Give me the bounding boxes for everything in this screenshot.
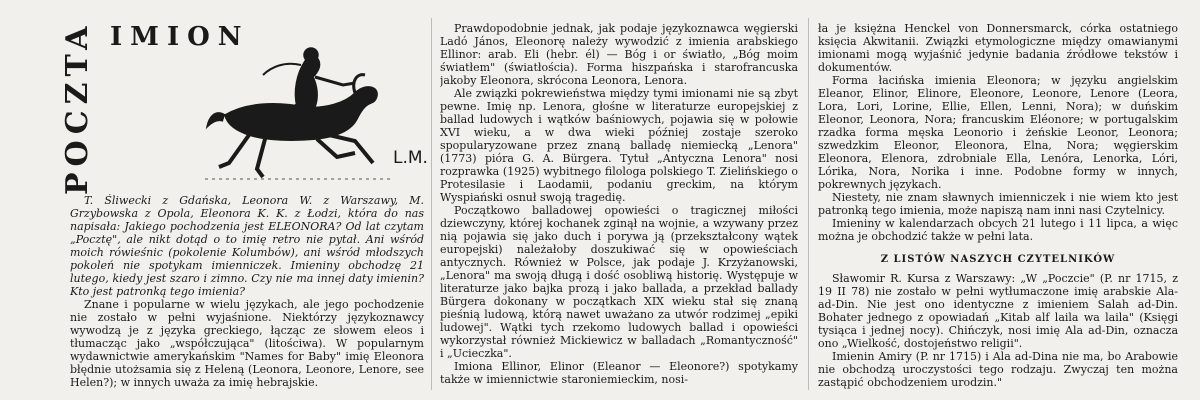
article-column-1 [70, 194, 424, 398]
column-title-horizontal: IMION [110, 22, 250, 52]
reader-question-paragraph: T. Śliwecki z Gdańska, Leonora W. z Warszawy, M. Grzybowska z Opola, Eleonora K. K. z Łodzi, która do nas napisała: Jakiego pochodzenia jest ELEONORA? Od lat czytam „Pocztę", ale nikt dotąd o to imię retro nie pytał. Ani wśród moich rówieśnic (pokolenie Kolumbów), ani wśród młodszych pokoleń nie spotykam imienniczek. Imieniny obchodzę 21 lutego, kiedy jest szaro i zimno. Czy nie ma innej daty imienin? Kto jest patronką tego imienia? [70, 194, 424, 298]
section-heading: Z LISTÓW NASZYCH CZYTELNIKÓW [880, 254, 1116, 265]
article-paragraph: Forma łacińska imienia Eleonora; w języku angielskim Eleanor, Elinor, Elinore, Eleonore, Leonore, Lenore (Leora, Lora, Lori, Lorine, Ellie, Ellen, Lenni, Nora); w duńskim Eleonor, Leonora, Nora; francuskim Eléonore; w portugalskim rzadka forma męska Leonorio i żeńskie Leonor, Leonora; szwedzkim Eleonor, Eleonora, Elna, Nora; węgierskim Eleonora, Elenora, zdrobniale Ella, Lenóra, Lenorka, Lóri, Lórika, Nora, Norika i inne. Podobne formy w innych, pokrewnych językach. [818, 74, 1178, 191]
column-title-vertical: POCZTA [60, 20, 95, 195]
article-paragraph: Niestety, nie znam sławnych imienniczek i nie wiem kto jest patronką tego imienia, może napiszą nam inni nasi Czytelnicy. [818, 191, 1178, 217]
article-paragraph: Imiona Ellinor, Elinor (Eleanor — Eleonore?) spotykamy także w imiennictwie staroniemieckim, nosi- [440, 360, 798, 386]
article-column-2 [440, 22, 798, 398]
article-paragraph: Imieniny w kalendarzach obcych 21 lutego i 11 lipca, a więc można je obchodzić także w pełni lata. [818, 217, 1178, 243]
article-paragraph: Ale związki pokrewieństwa między tymi imionami nie są zbyt pewne. Imię np. Lenora, głośne w literaturze europejskiej z ballad ludowych i wątków baśniowych, pojawia się w połowie XVI wieku, a w dwa wieki później zostaje szeroko spopularyzowane przez znaną balladę niemiecką „Lenora" (1773) pióra G. A. Bürgera. Tytuł „Antyczna Lenora" nosi rozprawka (1925) wybitnego filologa polskiego T. Zielińskiego o Protesilasie i Laodamii, podaniu greckim, na którym Wyspiański osnuł swoją tragedię. [440, 87, 798, 204]
article-column-3 [818, 22, 1178, 398]
article-paragraph: Prawdopodobnie jednak, jak podaje językoznawca węgierski Ladó János, Eleonorę należy wywodzić z imienia arabskiego Ellinor: arab. Eli (hebr. él) — Bóg i or światło, „Bóg moim światłem" (światłościa). Forma hiszpańska i starofrancuska jakoby Eleonora, skrócona Leonora, Lenora. [440, 22, 798, 87]
article-paragraph: Znane i popularne w wielu językach, ale jego pochodzenie nie zostało w pełni wyjaśnione. Niektórzy językoznawcy wywodzą je z języka greckiego, łącząc ze słowem eleos i tłumacząc jako „współczująca" (litościwa). W popularnym wydawnictwie amerykańskim "Names for Baby" imię Eleonora błędnie utożsamia się z Heleną (Leonora, Leonore, Lenore, see Helen?); w innych uważa za imię hebrajskie. [70, 298, 424, 389]
letter-paragraph: Sławomir R. Kursa z Warszawy: „W „Poczcie" (P. nr 1715, z 19 II 78) nie zostało w pełni wytłumaczone imię arabskie Ala-ad-Din. Nie jest ono identyczne z imieniem Salah ad-Din. Bohater jednego z opowiadań „Kitab alf laila wa laila" (Księgi tysiąca i jednej nocy). Chińczyk, nosi imię Ala ad-Din, oznacza ono „Wielkość, dostojeństwo religii". [818, 272, 1178, 350]
article-paragraph: ła je księżna Henckel von Donnersmarck, córka ostatniego księcia Akwitanii. Związki etymologiczne między omawianymi imionami mogą wyjaśnić jedynie badania źródłowe tekstów i dokumentów. [818, 22, 1178, 74]
letter-paragraph: Imienin Amiry (P. nr 1715) i Ala ad-Dina nie ma, bo Arabowie nie obchodzą uroczystości tego rodzaju. Zwyczaj ten można zastąpić obchodzeniem urodzin." [818, 350, 1178, 389]
author-signature: L.M. [393, 148, 428, 168]
article-paragraph: Początkowo balladowej opowieści o tragicznej miłości dziewczyny, której kochanek zginął na wojnie, a wzywany przez nią pojawia się jako duch i porywa ją (przekształcony wątek europejski) należałoby doszukiwać się w opowieściach antycznych. Również w Polsce, jak podaje J. Krzyżanowski, „Lenora" ma swoją długą i dość osobliwą historię. Występuje w literaturze jako bajka prozą i jako ballada, a przekład ballady Bürgera dokonany w początkach XIX wieku stał się znaną pieśnią ludową, którą nawet uważano za utwór rodzimej „epiki ludowej". Wątki tych rzekomo ludowych ballad i opowieści wykorzystał również Mickiewicz w balladach „Romantyczność" i „Ucieczka". [440, 204, 798, 360]
column-divider [431, 18, 432, 390]
column-divider [808, 18, 809, 390]
horse-rider-illustration-icon [205, 45, 390, 185]
